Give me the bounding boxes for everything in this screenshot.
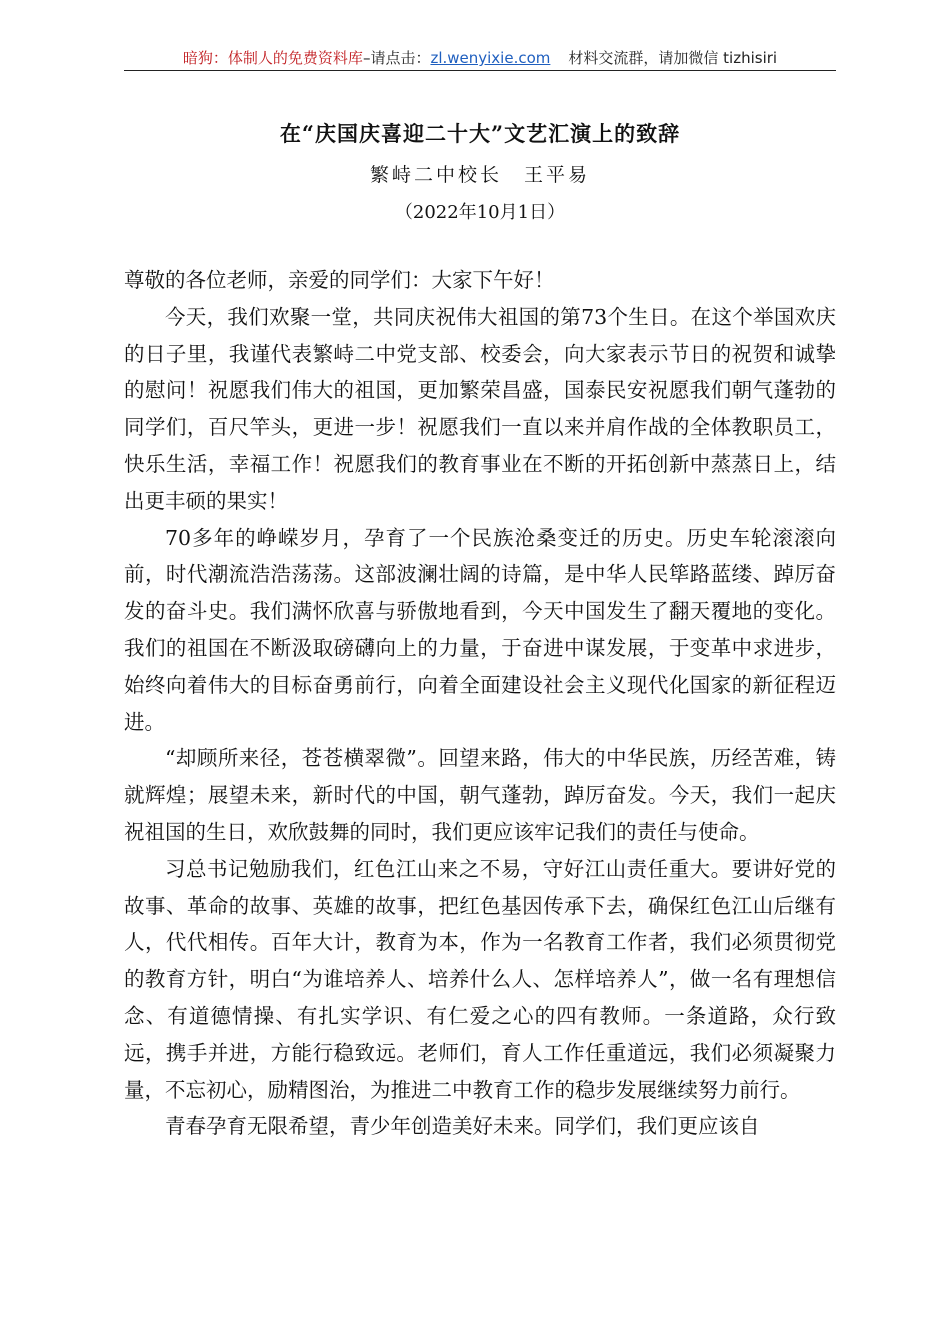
document-date: （2022年10月1日） bbox=[394, 202, 566, 223]
header-link[interactable]: zl.wenyixie.com bbox=[430, 49, 551, 67]
paragraph: “却顾所来径，苍苍横翠微”。回望来路，伟大的中华民族，历经苦难，铸就辉煌；展望未来，新时代的中国，朝气蓬勃，踔厉奋发。今天，我们一起庆祝祖国的生日，欢欣鼓舞的同时，我们更应该牢记我们的责任与使命。 bbox=[124, 746, 836, 844]
document-author: 繁峙二中校长 王平易 bbox=[369, 164, 590, 186]
paragraph: 今天，我们欢聚一堂，共同庆祝伟大祖国的第73个生日。在这个举国欢庆的日子里，我谨代表繁峙二中党支部、校委会，向大家表示节日的祝贺和诚挚的慰问！祝愿我们伟大的祖国，更加繁荣昌盛，国泰民安祝愿我们朝气蓬勃的同学们，百尺竿头，更进一步！祝愿我们一直以来并肩作战的全体教职员工，快乐生活，幸福工作！祝愿我们的教育事业在不断的开拓创新中蒸蒸日上，结出更丰硕的果实！ bbox=[124, 304, 836, 513]
header-brand: 暗狗：体制人的免费资料库 bbox=[182, 49, 363, 67]
greeting: 尊敬的各位老师，亲爱的同学们：大家下午好！ bbox=[124, 268, 555, 292]
paragraph: 70多年的峥嵘岁月，孕育了一个民族沧桑变迁的历史。历史车轮滚滚向前，时代潮流浩浩荡荡。这部波澜壮阔的诗篇，是中华人民筚路蓝缕、踔厉奋发的奋斗史。我们满怀欣喜与骄傲地看到，今天中国发生了翻天覆地的变化。我们的祖国在不断汲取磅礴向上的力量，于奋进中谋发展，于变革中求进步，始终向着伟大的目标奋勇前行，向着全面建设社会主义现代化国家的新征程迈进。 bbox=[124, 525, 836, 734]
paragraph: 青春孕育无限希望，青少年创造美好未来。同学们，我们更应该自 bbox=[165, 1114, 760, 1139]
header-contact: 材料交流群，请加微信 tizhisiri bbox=[568, 49, 778, 67]
page-header bbox=[124, 46, 836, 71]
document-title: 在“庆国庆喜迎二十大”文艺汇演上的致辞 bbox=[279, 121, 681, 146]
header-prompt: –请点击： bbox=[362, 49, 431, 67]
document-body bbox=[124, 262, 836, 1145]
paragraph: 习总书记勉励我们，红色江山来之不易，守好江山责任重大。要讲好党的故事、革命的故事、英雄的故事，把红色基因传承下去，确保红色江山后继有人，代代相传。百年大计，教育为本，作为一名教育工作者，我们必须贯彻党的教育方针，明白“为谁培养人、培养什么人、怎样培养人”，做一名有理想信念、有道德情操、有扎实学识、有仁爱之心的四有教师。一条道路，众行致远，携手并进，方能行稳致远。老师们，育人工作任重道远，我们必须凝聚力量，不忘初心，励精图治，为推进二中教育工作的稳步发展继续努力前行。 bbox=[124, 856, 836, 1102]
